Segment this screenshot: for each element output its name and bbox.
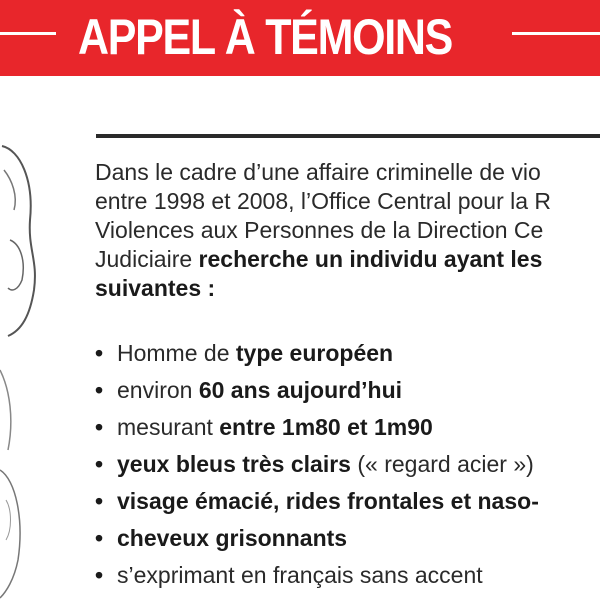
list-item — [95, 450, 600, 487]
bullet-icon: • — [95, 340, 104, 366]
item-emphasis: visage émacié, rides frontales et naso- — [117, 488, 539, 514]
list-item — [95, 376, 600, 413]
list-item — [95, 524, 600, 561]
list-item — [95, 561, 600, 598]
item-text: s’exprimant en français sans accent — [117, 562, 483, 588]
intro-line — [95, 274, 600, 303]
item-emphasis: yeux bleus très clairs — [117, 451, 351, 477]
bullet-icon: • — [95, 488, 104, 514]
bullet-icon: • — [95, 562, 104, 588]
item-emphasis: type européen — [235, 340, 394, 366]
item-emphasis: cheveux grisonnants — [117, 525, 348, 551]
list-item — [95, 339, 600, 376]
suspect-sketch-image — [0, 140, 40, 600]
item-emphasis: 60 ans aujourd’hui — [198, 377, 403, 403]
banner-divider-left — [0, 32, 56, 35]
bullet-icon: • — [95, 414, 104, 440]
item-emphasis: entre 1m80 et 1m90 — [219, 414, 433, 440]
item-text: (« regard acier ») — [350, 451, 534, 477]
intro-line — [95, 245, 600, 274]
page-title: APPEL À TÉMOINS — [78, 9, 453, 65]
header-banner — [0, 0, 600, 76]
intro-paragraph — [95, 158, 600, 303]
intro-text: Judiciaire — [95, 246, 199, 272]
intro-line: Violences aux Personnes de la Direction Ce — [95, 217, 544, 243]
banner-divider-right — [512, 32, 600, 35]
description-list — [95, 339, 600, 598]
item-text: mesurant — [117, 414, 220, 440]
bullet-icon: • — [95, 525, 104, 551]
list-item — [95, 487, 600, 524]
intro-emphasis: recherche un individu ayant les — [198, 246, 543, 272]
bullet-icon: • — [95, 451, 104, 477]
intro-emphasis: suivantes : — [95, 275, 216, 301]
intro-line: entre 1998 et 2008, l’Office Central pour la R — [95, 188, 552, 214]
bullet-icon: • — [95, 377, 104, 403]
list-item — [95, 413, 600, 450]
intro-line: Dans le cadre d’une affaire criminelle de vio — [95, 159, 541, 185]
item-text: environ — [117, 377, 199, 403]
item-text: Homme de — [117, 340, 236, 366]
section-rule — [96, 134, 600, 138]
